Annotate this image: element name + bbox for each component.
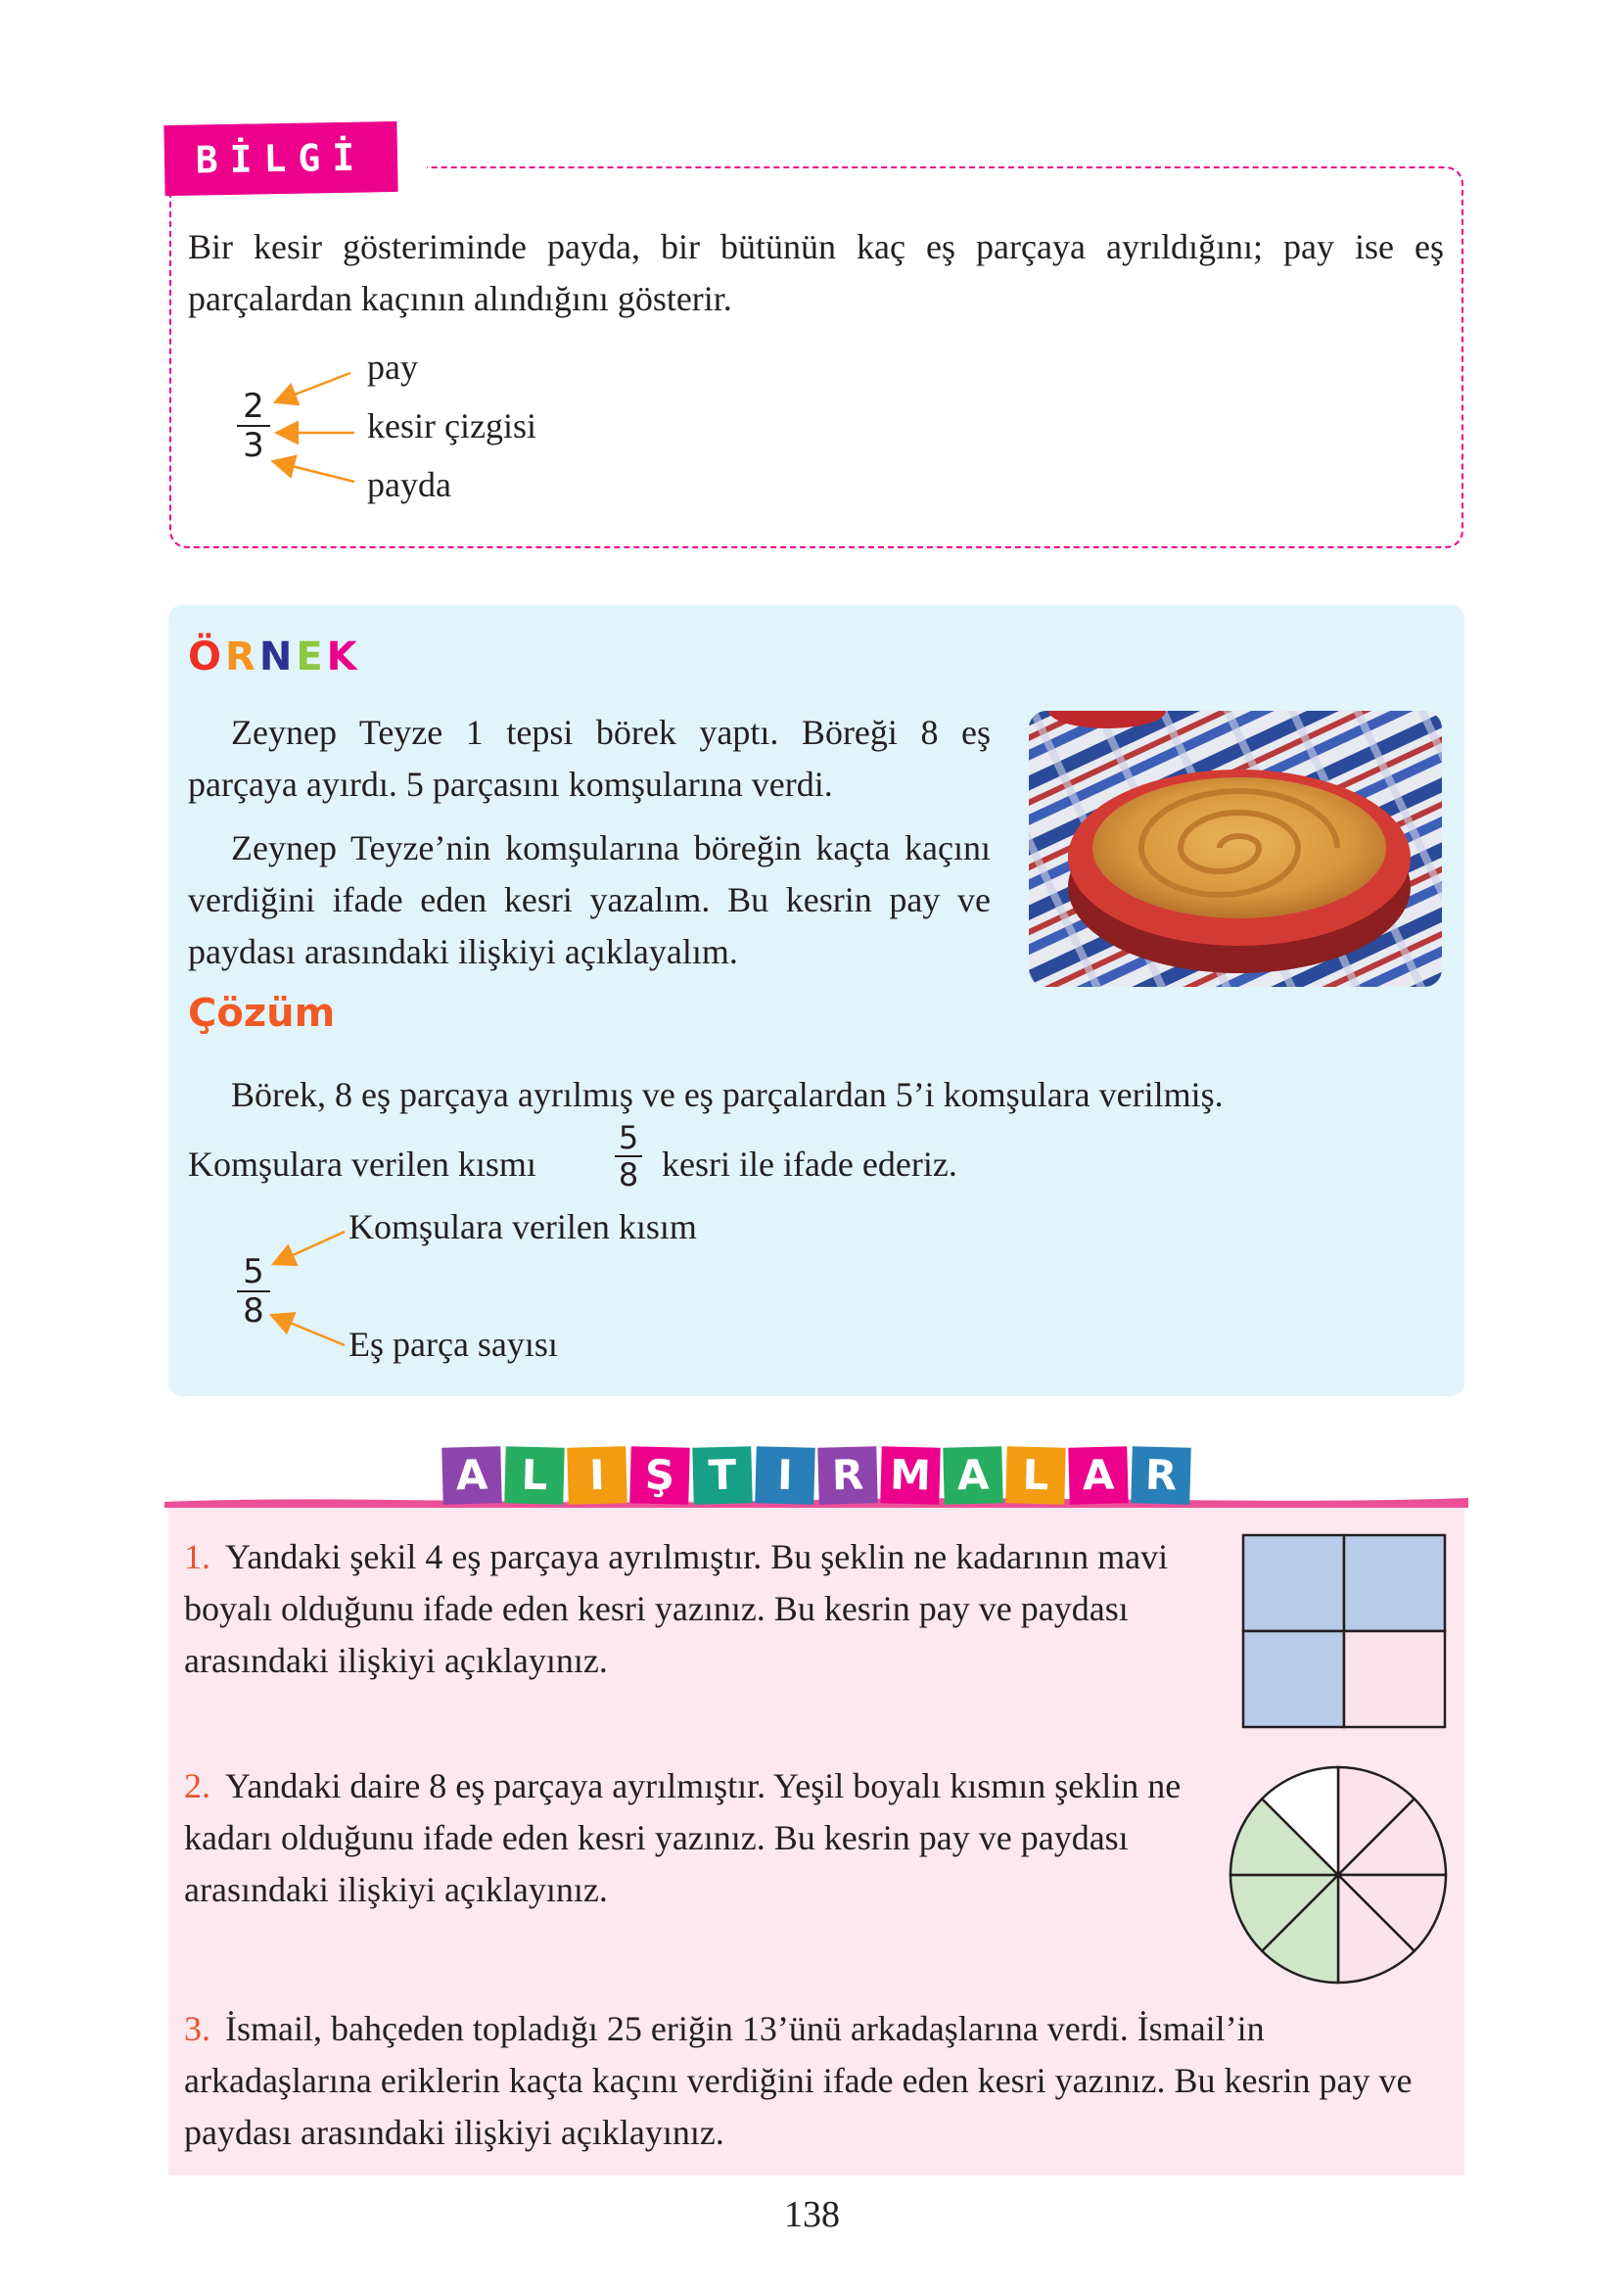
bilgi-tag: BİLGİ (163, 121, 397, 196)
exercises-title-letter: R (1131, 1446, 1190, 1505)
ornek-paragraph-1 (188, 707, 991, 811)
inline-numerator: 5 (618, 1119, 639, 1156)
ornek-paragraph-1-text: Zeynep Teyze 1 tepsi börek yaptı. Böreği 8 eş parçaya ayırdı. 5 parçasını komşularına verdi. (188, 713, 991, 804)
label-komsulara: Komşulara verilen kısım (348, 1207, 697, 1246)
square-part-3 (1243, 1631, 1344, 1727)
label-payda: payda (367, 465, 451, 504)
exercises-title-letter: I (567, 1446, 626, 1505)
bilgi-tag-gap (397, 157, 427, 172)
square-figure (1241, 1533, 1447, 1729)
exercises-title-letter: L (504, 1446, 564, 1505)
arrow-to-denominator (278, 1318, 345, 1345)
exercises-title-letter: M (880, 1446, 940, 1505)
exercise-3 (184, 2003, 1457, 2159)
exercise-number: 2. (184, 1766, 210, 1805)
arrow-to-numerator (280, 1232, 345, 1261)
ornek-arrows (264, 1214, 362, 1361)
label-es-parca: Eş parça sayısı (348, 1325, 558, 1364)
ornek-letter: K (326, 634, 361, 679)
exercises-title (442, 1447, 1190, 1512)
borek-illustration (1029, 711, 1442, 987)
bilgi-numerator: 2 (243, 387, 264, 426)
exercises-title-letter: A (1068, 1446, 1128, 1505)
exercises-title-letter: Ş (629, 1446, 689, 1505)
ornek-paragraph-2 (188, 822, 991, 978)
solution-line-2-before: Komşulara verilen kısmı (188, 1145, 536, 1184)
page-number: 138 (784, 2194, 840, 2235)
exercises-title-letter: A (943, 1446, 1002, 1505)
exercise-number: 1. (184, 1537, 210, 1576)
label-pay: pay (367, 348, 418, 387)
arrow-to-pay (282, 373, 350, 399)
borek-photo (1029, 711, 1442, 987)
ornek-denominator: 8 (243, 1291, 264, 1331)
exercises-title-letter: T (692, 1446, 752, 1505)
arrow-to-payda (280, 463, 354, 482)
ornek-title (188, 634, 361, 679)
bilgi-denominator: 3 (243, 426, 264, 465)
ornek-letter: N (258, 634, 297, 679)
exercise-text: Yandaki daire 8 eş parçaya ayrılmıştır. Yeşil boyalı kısmın şeklin ne kadarı olduğunu ifade eden kesri yazınız. Bu kesrin pay ve paydası arasındaki ilişkiyi açıklayınız. (184, 1766, 1182, 1909)
ornek-numerator: 5 (243, 1252, 264, 1291)
bilgi-text: Bir kesir gösteriminde payda, bir bütünün kaç eş parçaya ayrıldığını; pay ise eş parçalardan kaçının alındığını gösterir. (188, 227, 1444, 318)
ornek-paragraph-2-text: Zeynep Teyze’nin komşularına böreğin kaçta kaçını verdiğini ifade eden kesri yazalım. Bu kesrin pay ve paydası arasındaki ilişkiyi açıklayalım. (188, 828, 991, 971)
solution-inline-fraction (615, 1119, 642, 1193)
solution-line-1-text: Börek, 8 eş parçaya ayrılmış ve eş parçalardan 5’i komşulara verilmiş. (231, 1075, 1224, 1114)
square-part-1 (1243, 1535, 1344, 1631)
solution-line-2-after: kesri ile ifade ederiz. (662, 1145, 957, 1184)
label-kesir-cizgisi: kesir çizgisi (367, 406, 536, 445)
ornek-letter: R (225, 634, 259, 679)
exercises-title-letter: A (441, 1446, 501, 1505)
exercises-title-letter: I (755, 1446, 814, 1505)
square-part-4 (1344, 1631, 1445, 1727)
exercises-title-letter: R (817, 1446, 877, 1505)
solution-line-1 (188, 1069, 1444, 1121)
exercises-title-letter: L (1005, 1446, 1065, 1505)
exercise-text: Yandaki şekil 4 eş parçaya ayrılmıştır. Bu şeklin ne kadarının mavi boyalı olduğunu ifade eden kesri yazınız. Bu kesrin pay ve paydası arasındaki ilişkiyi açıklayınız. (184, 1537, 1169, 1680)
exercise-text: İsmail, bahçeden topladığı 25 eriğin 13’ünü arkadaşlarına verdi. İsmail’in arkadaşlarına eriklerin kaçta kaçını verdiğini ifade eden kesri yazınız. Bu kesrin pay ve paydası arasındaki ilişkiyi açıklayınız. (184, 2009, 1413, 2152)
ornek-letter: E (296, 634, 327, 679)
exercise-2 (184, 1760, 1202, 1916)
inline-denominator: 8 (618, 1156, 639, 1193)
circle-figure (1226, 1762, 1451, 1987)
bilgi-arrows (264, 352, 372, 499)
ornek-letter: Ö (188, 634, 226, 679)
square-part-2 (1344, 1535, 1445, 1631)
exercise-1 (184, 1531, 1202, 1687)
exercise-number: 3. (184, 2009, 210, 2048)
cozum-title: Çözüm (188, 991, 336, 1036)
